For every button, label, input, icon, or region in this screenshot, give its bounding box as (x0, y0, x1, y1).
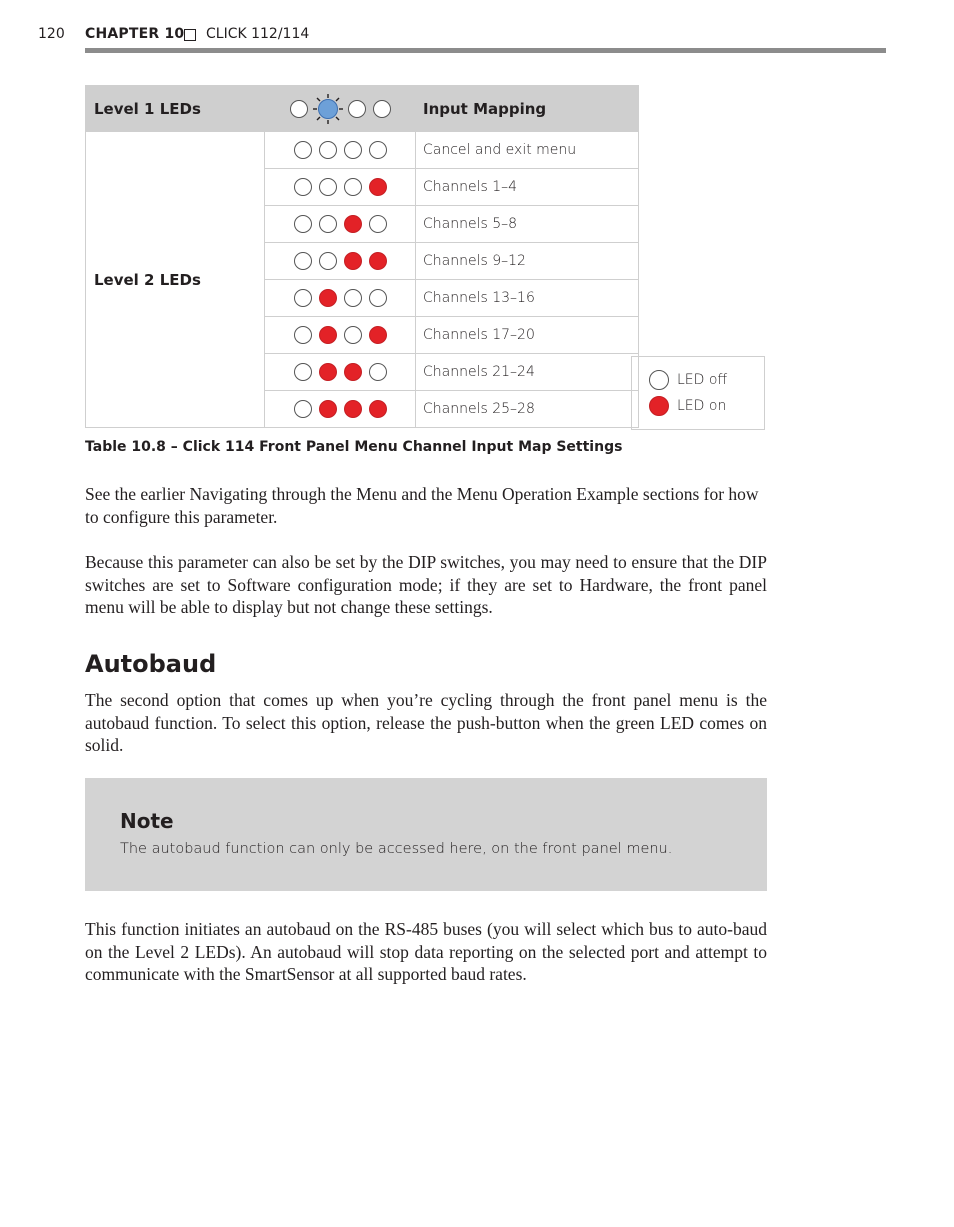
legend-item-off (649, 370, 727, 390)
led-on-icon (344, 400, 362, 418)
led-pattern-cell (265, 317, 416, 354)
led-off-icon (319, 215, 337, 233)
led-group (290, 96, 391, 122)
led-group (294, 326, 387, 344)
led-off-icon (290, 100, 308, 118)
led-off-icon (294, 178, 312, 196)
led-on-icon (344, 252, 362, 270)
led-off-icon (348, 100, 366, 118)
led-on-icon (369, 326, 387, 344)
led-on-icon (319, 363, 337, 381)
mapping-cell: Channels 17–20 (416, 317, 639, 354)
led-off-icon (319, 141, 337, 159)
header-rule (85, 48, 886, 53)
led-off-icon (294, 326, 312, 344)
led-on-icon (369, 400, 387, 418)
chapter-label: CHAPTER 10 (85, 26, 185, 42)
led-off-icon (319, 178, 337, 196)
section-title: Autobaud (85, 650, 217, 678)
led-group (294, 400, 387, 418)
led-pattern-cell (265, 280, 416, 317)
legend-off-label: LED off (677, 372, 728, 388)
led-blinking (318, 99, 338, 119)
input-mapping-header: Input Mapping (416, 86, 639, 132)
led-pattern-cell (265, 243, 416, 280)
led-off-icon (294, 252, 312, 270)
led-off-icon (344, 141, 362, 159)
header-title: CLICK 112/114 (206, 26, 310, 42)
paragraph-dip-switches: Because this parameter can also be set by the DIP switches, you may need to ensure that the DIP switches are set to Software configuration mode; if they are set to Hardware, the front panel menu will be able to display but not change these settings. (85, 552, 767, 618)
led-pattern-cell (265, 169, 416, 206)
led-off-icon (369, 289, 387, 307)
led-on-icon (369, 178, 387, 196)
led-off-icon (294, 215, 312, 233)
led-off-icon (294, 400, 312, 418)
led-group (294, 215, 387, 233)
table-caption: Table 10.8 – Click 114 Front Panel Menu Channel Input Map Settings (85, 439, 623, 455)
led-off-icon (373, 100, 391, 118)
led-group (294, 252, 387, 270)
led-legend (631, 356, 765, 430)
mapping-cell: Channels 13–16 (416, 280, 639, 317)
led-on-icon (369, 252, 387, 270)
led-pattern-cell (265, 206, 416, 243)
led-pattern-cell (265, 132, 416, 169)
led-off-icon (294, 363, 312, 381)
led-group (294, 178, 387, 196)
note-title: Note (120, 809, 174, 833)
led-on-icon (319, 326, 337, 344)
note-box (85, 778, 767, 891)
page-header (38, 26, 886, 48)
led-off-icon (369, 141, 387, 159)
paragraph-autobaud-function: This function initiates an autobaud on the RS-485 buses (you will select which bus to auto-baud on the Level 2 LEDs). An autobaud will stop data reporting on the selected port and attempt to communicate with the SmartSensor at all supported baud rates. (85, 919, 767, 985)
separator-box-icon (184, 29, 196, 41)
mapping-cell: Channels 9–12 (416, 243, 639, 280)
led-on-icon (319, 400, 337, 418)
led-blink-icon (315, 96, 341, 122)
led-on-icon (319, 289, 337, 307)
mapping-cell: Channels 21–24 (416, 354, 639, 391)
level1-header: Level 1 LEDs (86, 86, 265, 132)
led-off-icon (344, 178, 362, 196)
led-off-icon (294, 141, 312, 159)
mapping-cell: Channels 25–28 (416, 391, 639, 428)
legend-on-label: LED on (677, 398, 727, 414)
mapping-cell: Cancel and exit menu (416, 132, 639, 169)
led-on-icon (649, 396, 669, 416)
led-off-icon (344, 326, 362, 344)
led-off-icon (344, 289, 362, 307)
input-map-table (85, 85, 639, 428)
led-group (294, 141, 387, 159)
led-pattern-cell (265, 354, 416, 391)
level2-label: Level 2 LEDs (86, 132, 265, 428)
led-off-icon (294, 289, 312, 307)
led-group (294, 363, 387, 381)
level1-led-pattern (265, 86, 416, 132)
led-pattern-cell (265, 391, 416, 428)
led-off-icon (649, 370, 669, 390)
led-off-icon (369, 215, 387, 233)
mapping-cell: Channels 5–8 (416, 206, 639, 243)
table-row (86, 132, 639, 169)
mapping-cell: Channels 1–4 (416, 169, 639, 206)
led-on-icon (344, 363, 362, 381)
paragraph-configure: See the earlier Navigating through the Menu and the Menu Operation Example sections for how to configure this parameter. (85, 484, 759, 527)
paragraph-autobaud-intro: The second option that comes up when you’re cycling through the front panel menu is the autobaud function. To select this option, release the push-button when the green LED comes on solid. (85, 690, 767, 756)
led-off-icon (319, 252, 337, 270)
led-on-icon (344, 215, 362, 233)
table-header-row (86, 86, 639, 132)
page-number: 120 (38, 26, 65, 42)
legend-item-on (649, 396, 726, 416)
note-text: The autobaud function can only be accessed here, on the front panel menu. (120, 841, 673, 857)
led-group (294, 289, 387, 307)
led-off-icon (369, 363, 387, 381)
